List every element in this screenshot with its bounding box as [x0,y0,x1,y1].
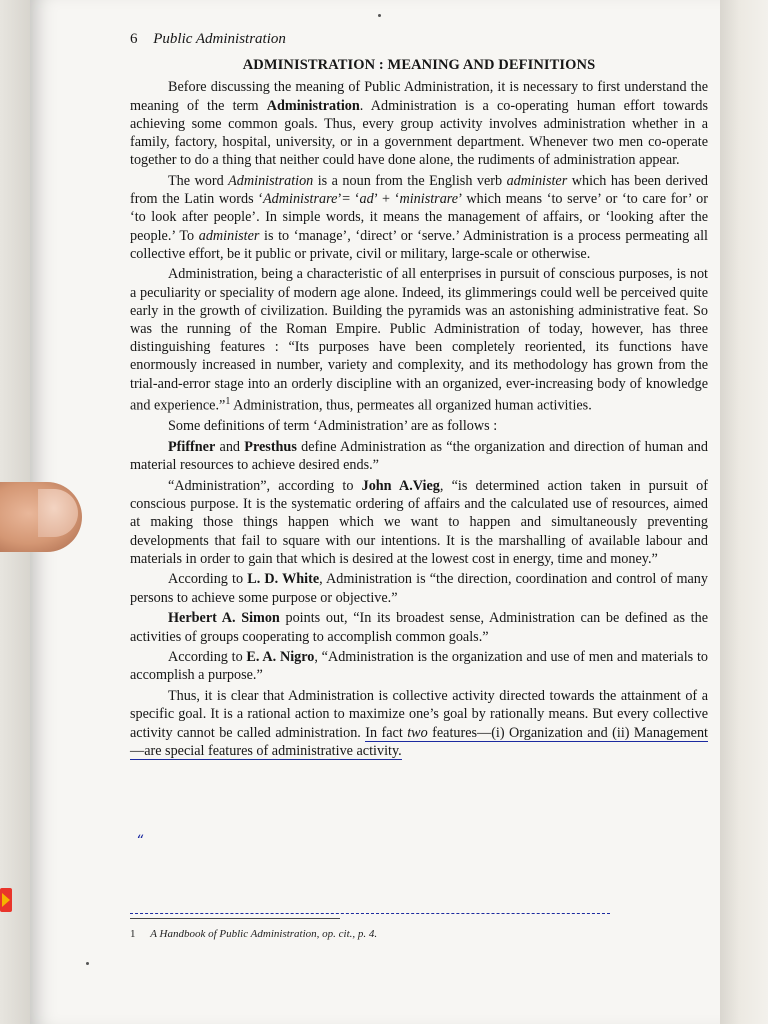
page-content [130,30,708,762]
italic-term: ad [359,191,374,208]
bold-term: Pfiffner [168,439,216,455]
body-text [130,78,708,760]
italic-term: administer [506,172,568,189]
text-run: which has been derived from the Latin words ‘ [130,172,709,208]
italic-term: administer [198,227,260,244]
footnote [130,928,690,940]
text-run: and [215,439,245,455]
text-run: Administration, being a characteristic of all enterprises in pursuit of conscious purposes, is not a peculiarity or speciality of modern age alone. Indeed, its glimmerings could well be perceived quite early in the growth of civilization. Building the pyramids was an astonishing administrative feat. So was the running of the Roman Empire. Public Administration of today, however, has three distinguishing features : “Its purposes have been completely reoriented, its functions have enormously increased in number, variety and complexity, and its methodology has grown from the trial-and-error stage into an orderly discipline with an organized, ever-increasing body of knowledge and experience.” [130,266,708,414]
text-run: ’ + ‘ [373,191,400,208]
text-run: “Administration”, according to [168,477,362,494]
italic-term: two [407,724,428,741]
text-run: Thus, it is clear that Administration is collective activity directed towards the attainment of a specific goal. It is a rational action to maximize one’s goal by rationally means. But every collective activity cannot be called administration. [130,688,708,741]
handwritten-quote-mark: “ [136,833,144,849]
paper-speck [378,14,381,17]
bold-term: Presthus [244,439,297,455]
italic-term: ministrare [399,191,459,208]
text-run: points out, “In its broadest sense, Administration can be defined as the activities of groups cooperating to accomplish common goals.” [130,610,708,645]
page-number: 6 [130,31,138,47]
paragraph [130,78,708,169]
bold-term: Herbert A. Simon [168,610,280,627]
italic-term: Administrare [263,191,338,208]
text-run: , Administration is “the direction, coordination and control of many persons to achieve some purpose or objective.” [130,571,708,606]
footnote-rule [130,918,340,919]
book-title: Public Administration [153,31,286,47]
paragraph [130,609,708,645]
text-run: , “is determined action taken in pursuit of conscious purpose. It is the systematic ordering of affairs and the calculated use of resources, aimed at making those things happen which we want to happen and simultaneously preventing developments that fail to square with our intentions. It is the marshalling of available labour and materials in order to gain that which is desired at the lowest cost in energy, time and money.” [130,477,708,567]
text-run: is to ‘manage’, ‘direct’ or ‘serve.’ Administration is a process permeating all collective effort, be it public or private, civil or military, large-scale or otherwise. [130,227,708,262]
bold-term: L. D. White [247,571,320,588]
paragraph [130,265,708,414]
paragraph [130,687,708,760]
text-run: features—(i) Organization and (ii) Management—are special features of administrative activity. [130,724,708,759]
page-stack-edge [720,0,768,1024]
text-run: is a noun from the English verb [313,172,507,189]
running-head [130,30,708,48]
text-run: define Administration as “the organization and direction of human and material resources to achieve desired ends.” [130,439,708,474]
handwritten-dashed-underline [130,907,610,914]
bold-term: E. A. Nigro [246,649,315,666]
paragraph [130,438,708,474]
text-run: , “Administration is the organization and use of men and materials to accomplish a purpose.” [130,649,708,684]
paragraph [130,570,708,606]
text-run: According to [168,649,247,666]
paper-speck [86,962,89,965]
text-run: . Administration is a co-operating human effort towards achieving some common goals. Thus, every group activity involves administration whether in a family, factory, hospital, university, or in a government department. Whenever two men co-operate together to do a thing that neither could have done alone, the rudiments of administration appear. [130,97,708,169]
bold-term: Administration [266,97,360,114]
text-run: ’= ‘ [337,191,360,208]
text-run: Before discussing the meaning of Public Administration, it is necessary to first understand the meaning of the term [130,79,708,114]
bold-term: John A.Vieg [361,477,440,494]
text-run: In fact [365,724,408,741]
footnote-ref: 1 [225,395,231,407]
paragraph [130,648,708,684]
text-run: The word [168,172,229,189]
text-run: ’ which means ‘to serve’ or ‘to care for’ or ‘to look after people’. In simple words, it means the management of affairs, or ‘looking after the people.’ To [130,191,708,244]
bookmark-arrow-icon [2,893,10,907]
text-run: Administration, thus, permeates all organized human activities. [230,397,592,414]
text-run: Some definitions of term ‘Administration’ are as follows : [168,418,498,435]
footnote-source: A Handbook of Public Administration, op. cit., p. 4. [150,928,378,940]
text-run: According to [168,571,248,588]
paragraph [130,417,708,435]
section-heading: ADMINISTRATION : MEANING AND DEFINITIONS [242,57,596,74]
paragraph [130,172,708,263]
paragraph [130,477,708,568]
italic-term: Administration [228,172,314,189]
footnote-number: 1 [130,928,136,940]
